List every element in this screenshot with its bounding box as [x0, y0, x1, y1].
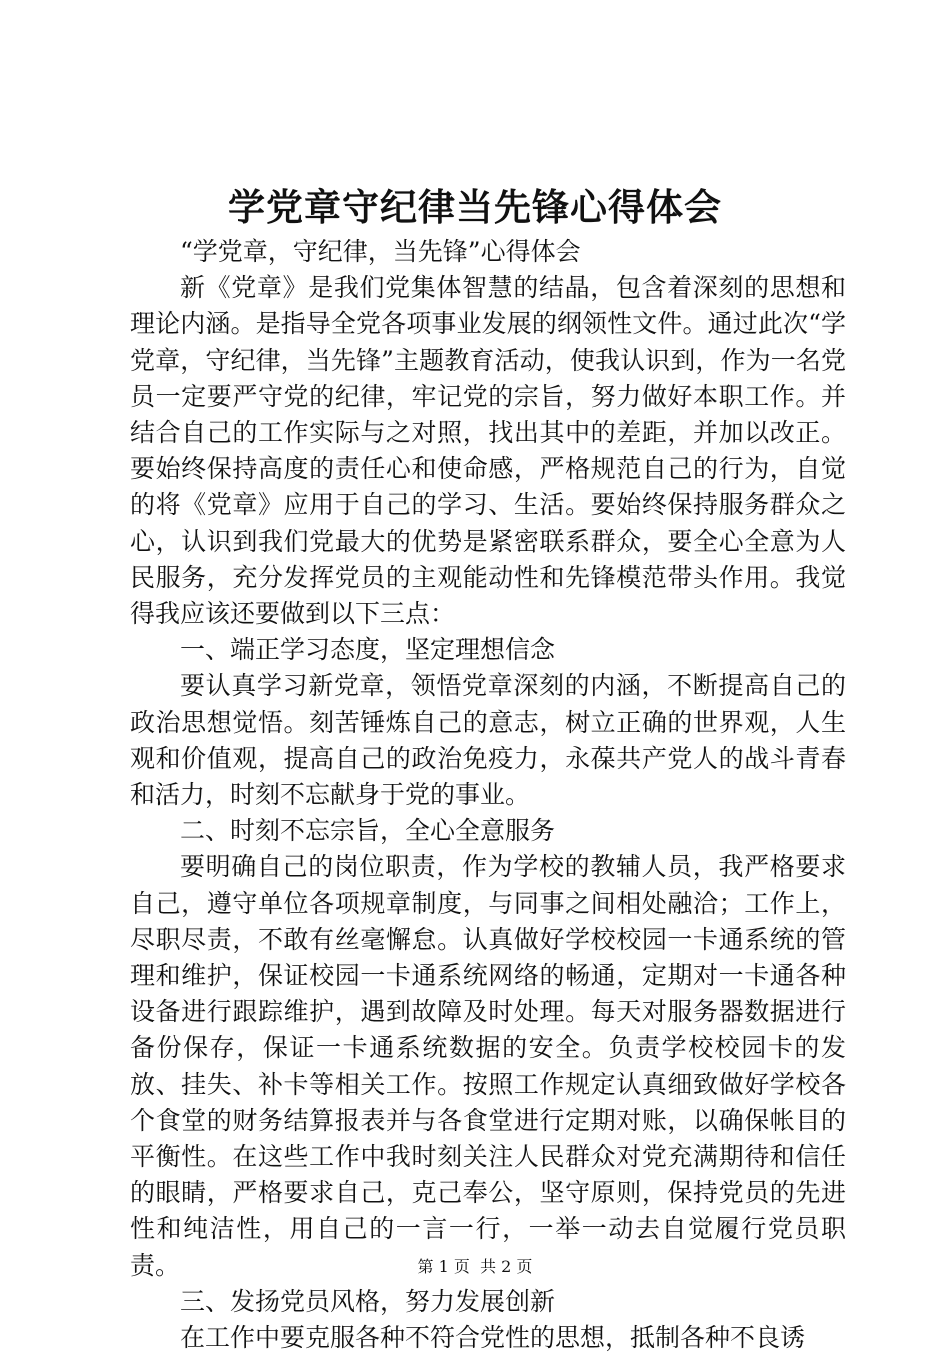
page-number-label: 第 1 页 共 2 页 — [417, 1257, 533, 1276]
section-body-1: 要认真学习新党章，领悟党章深刻的内涵，不断提高自己的政治思想觉悟。刻苦锤炼自己的意志，树立正确的世界观，人生观和价值观，提高自己的政治免疫力，永葆共产党人的战斗青春和活力，时刻不忘献身于党的事业。 — [130, 671, 846, 810]
section-body-3: 在工作中要克服各种不符合党性的思想，抵制各种不良诱 — [180, 1323, 806, 1353]
intro-paragraph: 新《党章》是我们党集体智慧的结晶，包含着深刻的思想和理论内涵。是指导全党各项事业发展的纲领性文件。通过此次“学党章，守纪律，当先锋”主题教育活动，使我认识到，作为一名党员一定要严守党的纪律，牢记党的宗旨，努力做好本职工作。并结合自己的工作实际与之对照，找出其中的差距，并加以改正。要始终保持高度的责任心和使命感，严格规范自己的行为，自觉的将《党章》应用于自己的学习、生活。要始终保持服务群众之心，认识到我们党最大的优势是紧密联系群众，要全心全意为人民服务，充分发挥党员的主观能动性和先锋模范带头作用。我觉得我应该还要做到以下三点： — [130, 273, 846, 629]
section-heading-1: 一、端正学习态度，坚定理想信念 — [180, 635, 556, 665]
section-heading-2: 二、时刻不忘宗旨，全心全意服务 — [180, 816, 556, 846]
section-body-2: 要明确自己的岗位职责，作为学校的教辅人员，我严格要求自己，遵守单位各项规章制度，与同事之间相处融洽；工作上，尽职尽责，不敢有丝毫懈怠。认真做好学校校园一卡通系统的管理和维护，保证校园一卡通系统网络的畅通，定期对一卡通各种设备进行跟踪维护，遇到故障及时处理。每天对服务器数据进行备份保存，保证一卡通系统数据的安全。负责学校校园卡的发放、挂失、补卡等相关工作。按照工作规定认真细致做好学校各个食堂的财务结算报表并与各食堂进行定期对账，以确保帐目的平衡性。在这些工作中我时刻关注人民群众对党充满期待和信任的眼睛，严格要求自己，克己奉公，坚守原则，保持党员的先进性和纯洁性，用自己的一言一行，一举一动去自觉履行党员职责。 — [130, 852, 846, 1280]
page-footer — [0, 1256, 950, 1278]
section-heading-3: 三、发扬党员风格，努力发展创新 — [180, 1286, 556, 1316]
document-body — [130, 234, 846, 1356]
document-title: 学党章守纪律当先锋心得体会 — [228, 186, 722, 229]
subtitle-paragraph: “学党章，守纪律，当先锋”心得体会 — [180, 237, 581, 266]
